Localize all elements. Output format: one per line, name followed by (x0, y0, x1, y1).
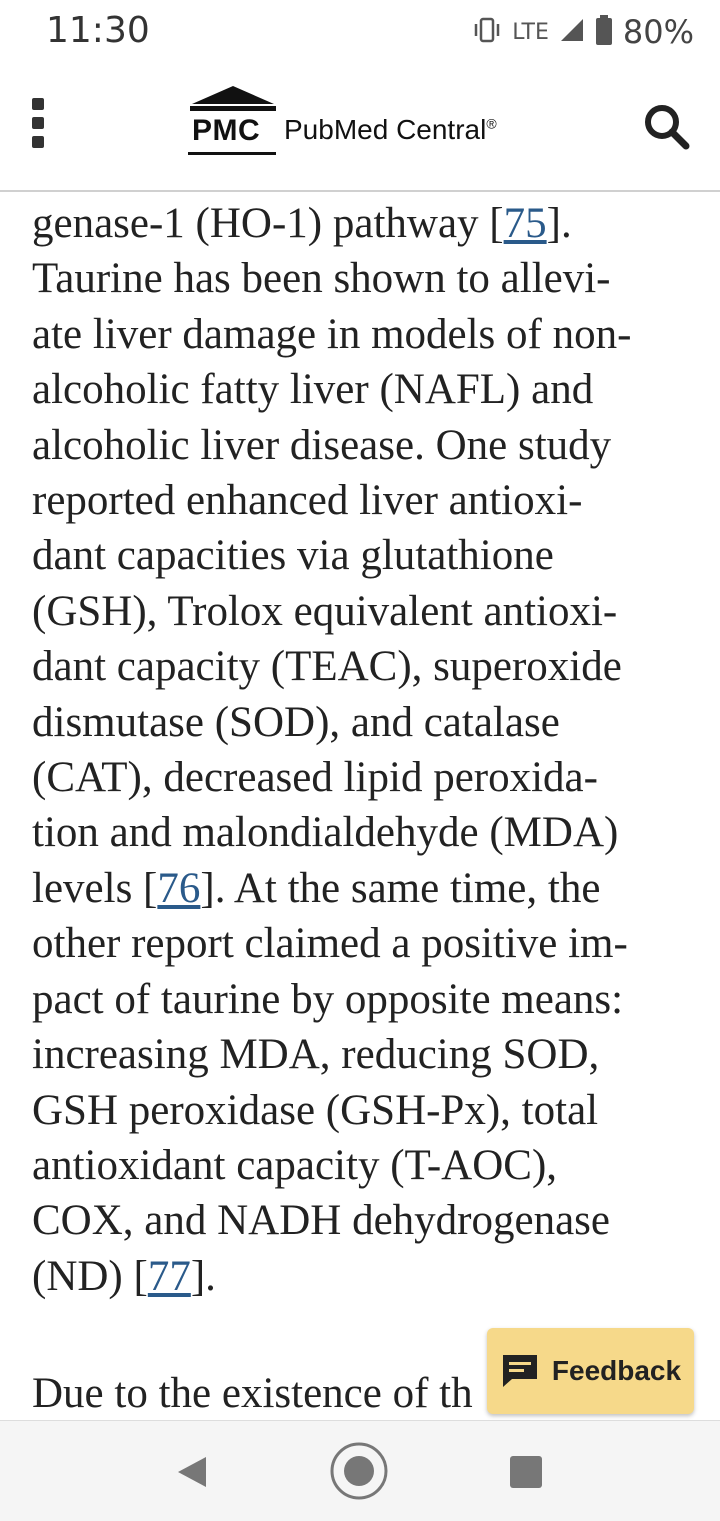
menu-dot-icon (32, 98, 44, 110)
text-segment: ]. (190, 1252, 216, 1300)
text-segment: dant capacities via glutathione (32, 532, 554, 580)
text-line (32, 307, 712, 362)
feedback-icon (500, 1352, 540, 1390)
text-segment: GSH peroxidase (GSH-Px), total (32, 1086, 599, 1134)
text-segment: alcoholic fatty liver (NAFL) and (32, 366, 594, 414)
menu-dot-icon (32, 136, 44, 148)
navigation-bar (0, 1420, 720, 1521)
text-segment: increasing MDA, reducing SOD, (32, 1031, 600, 1079)
text-line (32, 418, 712, 473)
status-icons (472, 12, 694, 52)
text-segment: ]. At the same time, the (200, 864, 601, 912)
reference-link[interactable]: 75 (503, 200, 547, 247)
logo-name: PubMed Central® (284, 114, 497, 145)
text-line (32, 861, 712, 916)
app-header (0, 62, 720, 192)
text-line (32, 528, 712, 583)
text-line (32, 1027, 712, 1082)
text-segment: ]. (546, 200, 572, 247)
text-segment: other report claimed a positive im- (32, 920, 628, 968)
text-line (32, 251, 712, 306)
search-button[interactable] (642, 102, 692, 152)
text-line (32, 805, 712, 860)
network-type: LTE (512, 19, 549, 45)
menu-button[interactable] (24, 98, 52, 148)
text-line (32, 1193, 712, 1248)
text-line (32, 584, 712, 639)
text-segment: antioxidant capacity (T-AOC), (32, 1141, 558, 1189)
text-segment: (ND) [ (32, 1252, 148, 1300)
vibrate-icon (472, 17, 502, 47)
text-segment: genase-1 (HO-1) pathway [ (32, 200, 504, 247)
signal-icon (559, 17, 585, 47)
text-line (32, 1083, 712, 1138)
text-segment: (GSH), Trolox equivalent antioxi- (32, 587, 618, 635)
text-line (32, 1249, 712, 1304)
text-segment: tion and malondialdehyde (MDA) (32, 809, 619, 857)
text-segment: Taurine has been shown to allevi- (32, 255, 611, 303)
article-text (32, 196, 712, 1304)
text-line (32, 972, 712, 1027)
battery-level: 80% (622, 13, 694, 51)
article-paragraph (32, 196, 712, 1304)
status-time: 11:30 (46, 10, 150, 51)
reference-link[interactable]: 77 (147, 1252, 191, 1300)
menu-dot-icon (32, 117, 44, 129)
pmc-logo[interactable] (188, 84, 548, 164)
feedback-label: Feedback (551, 1355, 682, 1386)
pmc-roof-icon (188, 84, 278, 114)
text-line (32, 196, 712, 251)
text-line (32, 639, 712, 694)
text-line (32, 362, 712, 417)
recent-apps-icon[interactable] (510, 1456, 542, 1488)
text-segment: COX, and NADH dehydrogenase (32, 1197, 610, 1245)
text-segment: ate liver damage in models of non- (32, 310, 632, 358)
text-segment: pact of taurine by opposite means: (32, 975, 624, 1023)
home-icon[interactable] (329, 1441, 389, 1501)
text-segment: dant capacity (TEAC), superoxide (32, 643, 622, 691)
text-line (32, 695, 712, 750)
status-bar (0, 0, 720, 62)
text-segment: reported enhanced liver antioxi- (32, 477, 583, 525)
text-line (32, 473, 712, 528)
next-paragraph: Due to the existence of th (32, 1370, 473, 1417)
text-segment: levels [ (32, 864, 158, 912)
feedback-button[interactable] (487, 1328, 694, 1414)
text-segment: dismutase (SOD), and catalase (32, 698, 560, 746)
logo-abbr: PMC (192, 114, 261, 147)
search-icon (642, 102, 692, 152)
logo-underline (188, 152, 276, 155)
text-line (32, 750, 712, 805)
text-line (32, 1138, 712, 1193)
text-line (32, 916, 712, 971)
text-segment: alcoholic liver disease. One study (32, 421, 612, 469)
battery-icon (595, 15, 613, 49)
text-segment: (CAT), decreased lipid peroxida- (32, 754, 598, 802)
reference-link[interactable]: 76 (157, 864, 201, 912)
back-icon[interactable] (176, 1455, 208, 1489)
